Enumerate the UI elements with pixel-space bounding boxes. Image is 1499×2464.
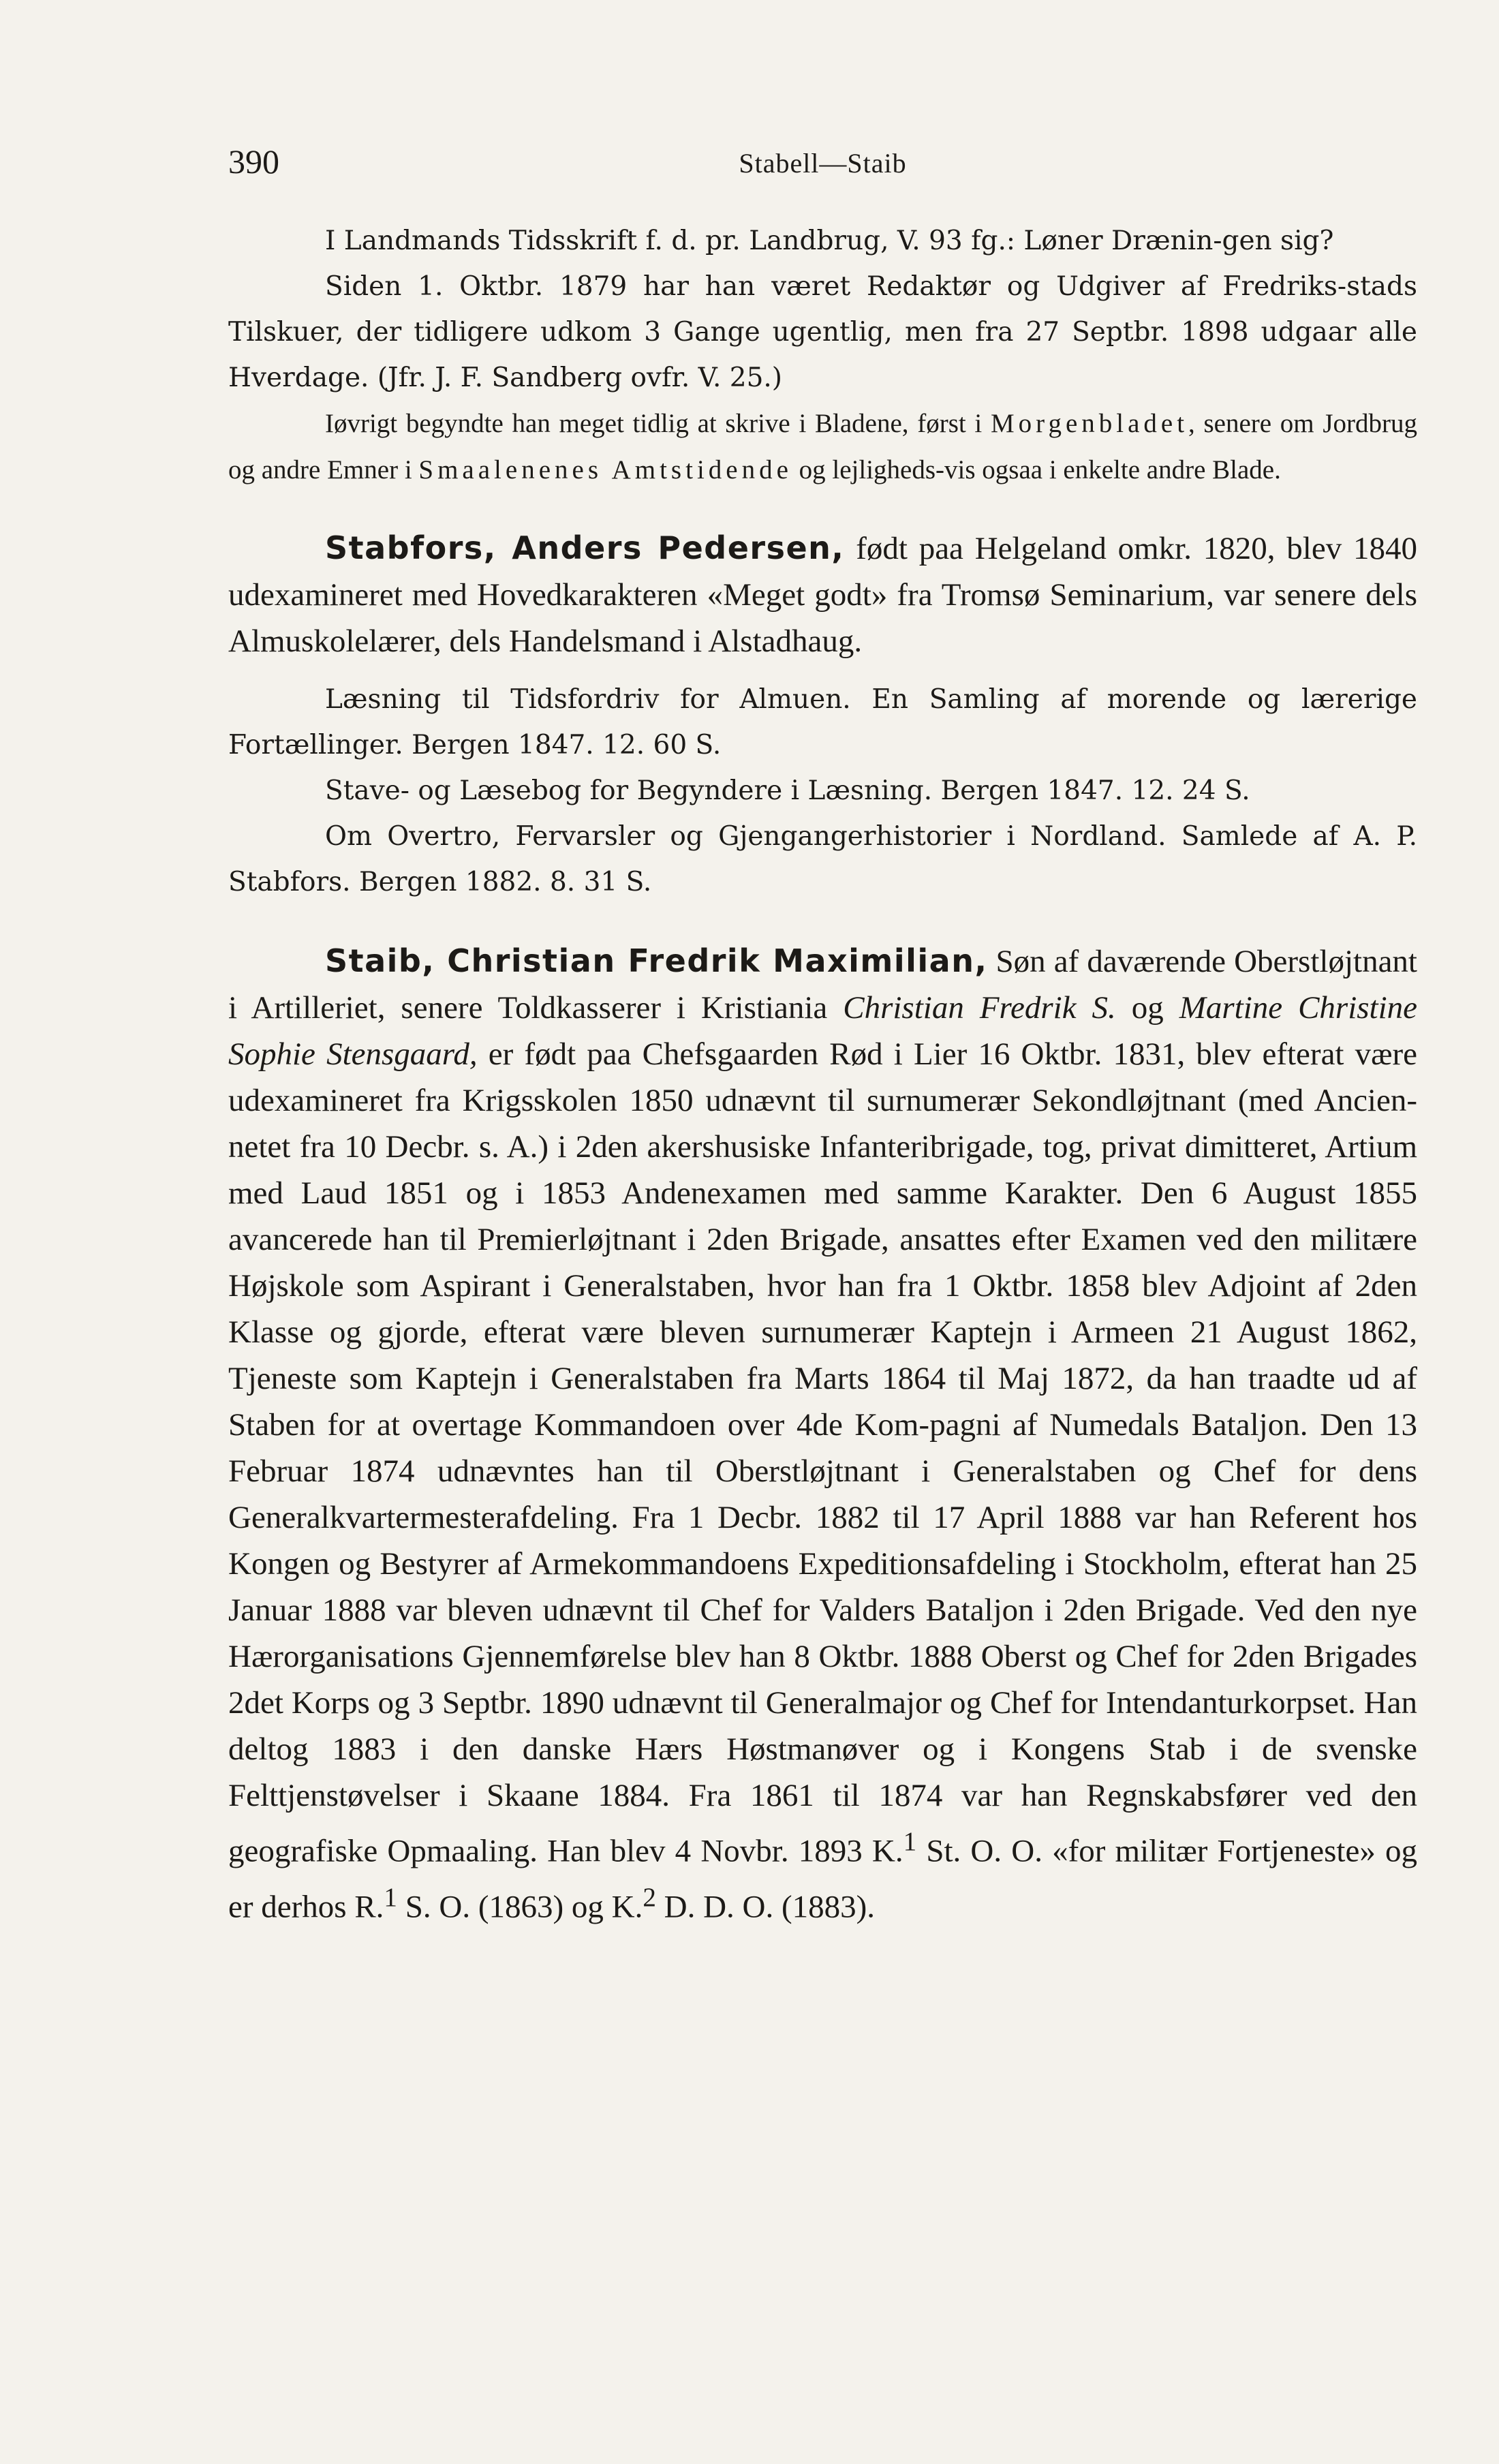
running-head: Stabell—Staib bbox=[739, 148, 907, 179]
work-item: Stave- og Læsebog for Begyndere i Læsning. Bergen 1847. 12. 24 S. bbox=[325, 775, 1250, 806]
newspaper-morgenbladet: Morgenbladet bbox=[990, 409, 1189, 438]
father-name: Christian Fredrik S. bbox=[843, 990, 1116, 1026]
continuation-text-a: Iøvrigt begyndte han meget tidlig at skrive i Bladene, først i bbox=[325, 409, 983, 438]
entry-staib bbox=[228, 938, 1417, 1930]
entry-name-staib: Staib, Christian Fredrik Maximilian, bbox=[325, 942, 988, 979]
continuation-paragraph-3 bbox=[228, 401, 1417, 493]
page-header bbox=[228, 142, 1417, 183]
order-r-superscript: 1 bbox=[384, 1882, 397, 1912]
continuation-text-b: , senere om Jordbrug og andre Emner i bbox=[228, 409, 1418, 484]
entry-bio-stabfors: født paa Helgeland omkr. 1820, blev 1840 udexamineret med Hovedkarakteren «Meget godt» fra Tromsø Seminarium, var senere dels Almuskolelærer, dels Handelsmand i Alstadhaug. bbox=[228, 531, 1418, 659]
continuation-paragraph-2: Siden 1. Oktbr. 1879 har han været Redaktør og Udgiver af Fredriks-stads Tilskuer, der tidligere udkom 3 Gange ugentlig, men fra 27 Septbr. 1898 udgaar alle Hverdage. (Jfr. J. F. Sandberg ovfr. V. 25.) bbox=[228, 271, 1417, 393]
work-item: Om Overtro, Fervarsler og Gjengangerhistorier i Nordland. Samlede af A. P. Stabfors. Bergen 1882. 8. 31 S. bbox=[228, 821, 1417, 897]
order-k1-superscript: 1 bbox=[903, 1827, 917, 1856]
entry-text-4: St. O. O. «for militær Fortjeneste» og er derhos R. bbox=[228, 1833, 1417, 1925]
entry-text-1: Søn af daværende Oberstløjtnant i Artilleriet, senere Toldkasserer i Kristiania bbox=[228, 944, 1417, 1026]
entry-text-2: og bbox=[1131, 990, 1164, 1026]
page-number: 390 bbox=[228, 142, 279, 181]
continuation-text-c: og lejligheds-vis ogsaa i enkelte andre Blade. bbox=[799, 455, 1281, 484]
order-k2-superscript: 2 bbox=[643, 1882, 656, 1912]
work-item: Læsning til Tidsfordriv for Almuen. En Samling af morende og lærerige Fortællinger. Bergen 1847. 12. 60 S. bbox=[228, 684, 1417, 760]
newspaper-amtstidende: Smaalenenes Amtstidende bbox=[418, 455, 792, 484]
entry-text-5: S. O. (1863) og K. bbox=[405, 1889, 643, 1925]
entry-stabfors bbox=[228, 525, 1417, 664]
page-body bbox=[228, 218, 1417, 1930]
mother-name: Martine Christine Sophie Stensgaard, bbox=[228, 990, 1418, 1072]
entry-text-6: D. D. O. (1883). bbox=[664, 1889, 876, 1925]
entry-name-stabfors: Stabfors, Anders Pedersen, bbox=[325, 529, 845, 566]
continuation-paragraph-1: I Landmands Tidsskrift f. d. pr. Landbrug, V. 93 fg.: Løner Drænin-gen sig? bbox=[325, 226, 1334, 256]
entry-text-3: er født paa Chefsgaarden Rød i Lier 16 Oktbr. 1831, blev efterat være udexamineret fra Krigsskolen 1850 udnævnt til surnumerær Sekondløjtnant (med Ancien-netet fra 10 Decbr. s. A.) i 2den akershusiske Infanteribrigade, tog, privat dimitteret, Artium med Laud 1851 og i 1853 Andenexamen med samme Karakter. Den 6 August 1855 avancerede han til Premierløjtnant i 2den Brigade, ansattes efter Examen ved den militære Højskole som Aspirant i Generalstaben, hvor han fra 1 Oktbr. 1858 blev Adjoint af 2den Klasse og gjorde, efterat være bleven surnumerær Kaptejn i Armeen 21 August 1862, Tjeneste som Kaptejn i Generalstaben fra Marts 1864 til Maj 1872, da han traadte ud af Staben for at overtage Kommandoen over 4de Kom-pagni af Numedals Bataljon. Den 13 Februar 1874 udnævntes han til Oberstløjtnant i Generalstaben og Chef for dens Generalkvartermesterafdeling. Fra 1 Decbr. 1882 til 17 April 1888 var han Referent hos Kongen og Bestyrer af Armekommandoens Expeditionsafdeling i Stockholm, efterat han 25 Januar 1888 var bleven udnævnt til Chef for Valders Bataljon i 2den Brigade. Ved den nye Hærorganisations Gjennemførelse blev han 8 Oktbr. 1888 Oberst og Chef for 2den Brigades 2det Korps og 3 Septbr. 1890 udnævnt til Generalmajor og Chef for Intendanturkorpset. Han deltog 1883 i den danske Hærs Høstmanøver og i Kongens Stab i de svenske Felttjenstøvelser i Skaane 1884. Fra 1861 til 1874 var han Regnskabsfører ved den geografiske Opmaaling. Han blev 4 Novbr. 1893 bbox=[228, 1036, 1418, 1869]
order-k1: K. bbox=[871, 1833, 903, 1869]
